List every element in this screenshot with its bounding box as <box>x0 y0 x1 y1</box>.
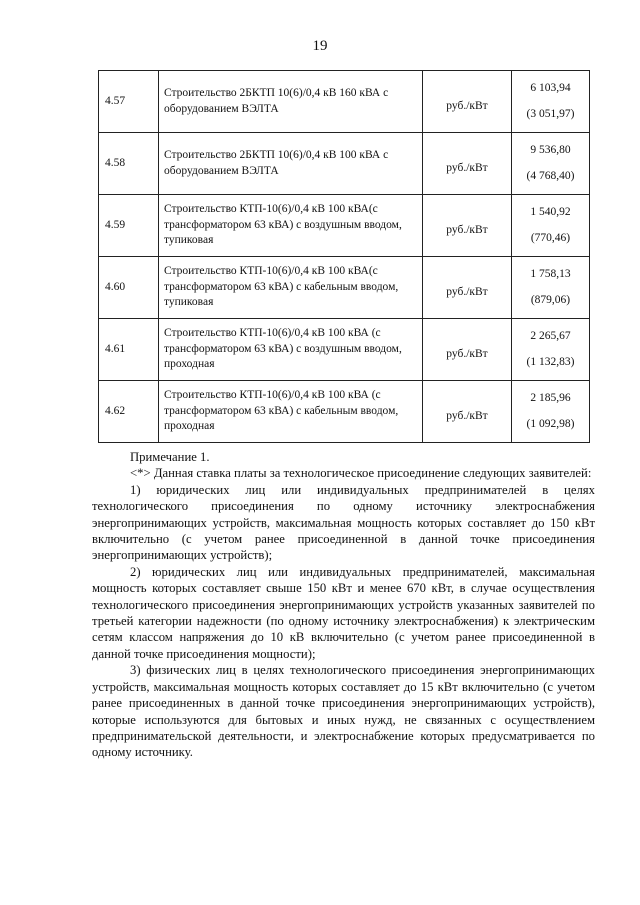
row-unit: руб./кВт <box>423 195 512 257</box>
page-number: 19 <box>312 38 328 54</box>
row-description: Строительство 2БКТП 10(6)/0,4 кВ 160 кВА с оборудованием ВЭЛТА <box>159 71 423 133</box>
rate-value-sub: (770,46) <box>530 231 571 244</box>
tariff-table <box>98 70 590 443</box>
row-rate <box>512 133 590 195</box>
row-rate <box>512 71 590 133</box>
row-unit: руб./кВт <box>423 257 512 319</box>
rate-value: 9 536,80 <box>530 143 571 156</box>
rate-value: 1 758,13 <box>530 267 571 280</box>
note-item: 3) физических лиц в целях технологического присоединения энергопринимающих устройств, максимальная мощность которых составляет до 15 кВт включительно (с учетом ранее присоединенных в данной точке присоединения энергопринимающих устройств), которые используются для бытовых и иных нужд, не связанных с осуществлением предпринимательской деятельности, и электроснабжение которых предусматривается по одному источнику. <box>92 663 595 760</box>
rate-value: 1 540,92 <box>530 205 571 218</box>
row-description: Строительство КТП-10(6)/0,4 кВ 100 кВА(с трансформатором 63 кВА) с воздушным вводом, тупиковая <box>159 195 423 257</box>
note-item: 2) юридических лиц или индивидуальных предпринимателей, максимальная мощность которых составляет свыше 150 кВт и менее 670 кВт, в случае осуществления технологического присоединения энергопринимающих устройств указанных заявителей по третьей категории надежности (по одному источнику электроснабжения) к электрическим сетям классом напряжения до 10 кВ включительно (с учетом ранее присоединенной в данной точке присоединения мощности); <box>92 564 595 661</box>
rate-value-sub: (879,06) <box>530 293 571 306</box>
row-rate <box>512 381 590 443</box>
table-row <box>99 319 590 381</box>
note-item: 1) юридических лиц или индивидуальных предпринимателей в целях технологического присоединения по одному источнику электроснабжения энергопринимающих устройств, максимальная мощность которых составляет до 150 кВт включительно (с учетом ранее присоединенной в данной точке присоединения энергопринимающих устройств); <box>92 482 595 563</box>
rate-value-sub: (4 768,40) <box>526 169 575 182</box>
rate-value: 2 265,67 <box>530 329 571 342</box>
rate-value-sub: (1 092,98) <box>526 417 575 430</box>
rate-value-sub: (1 132,83) <box>526 355 575 368</box>
notes-section <box>92 449 595 761</box>
table-row <box>99 71 590 133</box>
row-unit: руб./кВт <box>423 133 512 195</box>
table-row <box>99 195 590 257</box>
rate-value-sub: (3 051,97) <box>526 107 575 120</box>
row-description: Строительство 2БКТП 10(6)/0,4 кВ 100 кВА с оборудованием ВЭЛТА <box>159 133 423 195</box>
note-title: Примечание 1. <box>130 450 210 464</box>
row-number: 4.61 <box>99 319 159 381</box>
row-description: Строительство КТП-10(6)/0,4 кВ 100 кВА(с трансформатором 63 кВА) с кабельным вводом, тупиковая <box>159 257 423 319</box>
row-rate <box>512 319 590 381</box>
row-number: 4.62 <box>99 381 159 443</box>
row-description: Строительство КТП-10(6)/0,4 кВ 100 кВА (с трансформатором 63 кВА) с воздушным вводом, проходная <box>159 319 423 381</box>
row-rate <box>512 195 590 257</box>
rate-value: 2 185,96 <box>530 391 571 404</box>
row-unit: руб./кВт <box>423 319 512 381</box>
row-number: 4.59 <box>99 195 159 257</box>
note-intro: <*> Данная ставка платы за технологическое присоединение следующих заявителей: <box>130 466 592 481</box>
rate-value: 6 103,94 <box>530 81 571 94</box>
row-unit: руб./кВт <box>423 381 512 443</box>
table-row <box>99 257 590 319</box>
row-rate <box>512 257 590 319</box>
row-number: 4.57 <box>99 71 159 133</box>
table-row <box>99 133 590 195</box>
row-number: 4.58 <box>99 133 159 195</box>
table-row <box>99 381 590 443</box>
row-number: 4.60 <box>99 257 159 319</box>
tariff-table-body <box>99 71 590 443</box>
row-description: Строительство КТП-10(6)/0,4 кВ 100 кВА (с трансформатором 63 кВА) с кабельным вводом, проходная <box>159 381 423 443</box>
row-unit: руб./кВт <box>423 71 512 133</box>
